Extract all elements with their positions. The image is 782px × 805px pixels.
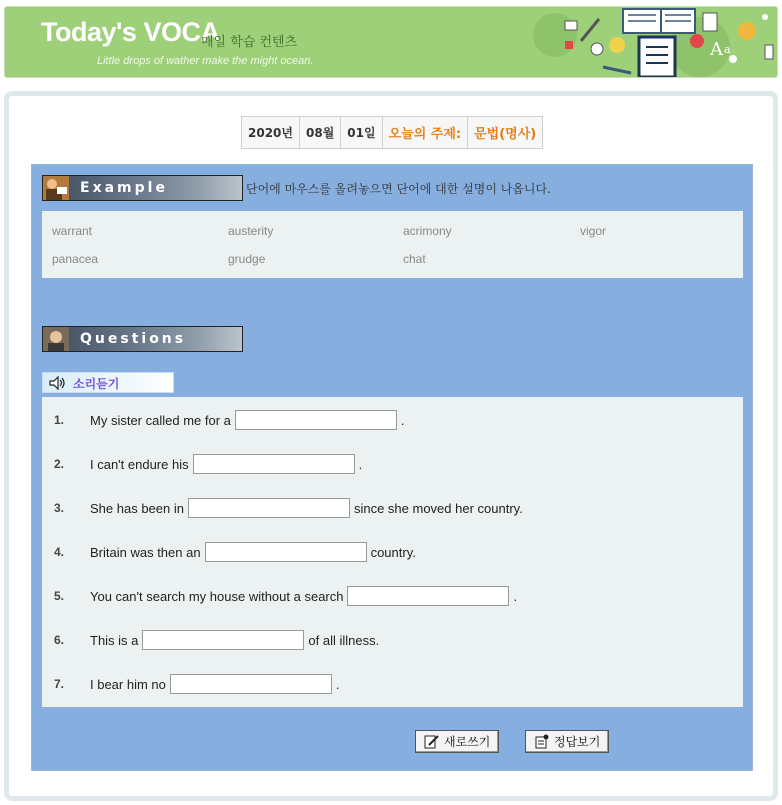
question-text: You can't search my house without a search (90, 588, 344, 604)
topic-label: 오늘의 주제: (383, 117, 469, 148)
answer-input[interactable] (188, 498, 350, 518)
question-text-after: . (400, 412, 405, 428)
question-number: 3. (54, 501, 65, 515)
banner-slogan: Little drops of wather make the might ocean. (97, 55, 314, 67)
answer-input[interactable] (205, 542, 367, 562)
word-item[interactable]: vigor (580, 224, 607, 238)
listen-button[interactable] (42, 372, 174, 393)
listen-label: 소리듣기 (73, 377, 120, 391)
answer-sheet-icon (534, 734, 549, 749)
answer-input[interactable] (142, 630, 304, 650)
speaker-icon (49, 376, 67, 390)
question-number: 5. (54, 589, 65, 603)
example-header (42, 175, 243, 201)
student-photo-icon (43, 327, 69, 351)
topic-value: 문법(명사) (474, 127, 537, 142)
question-text: My sister called me for a (90, 412, 231, 428)
question-text-after: since she moved her country. (353, 500, 523, 516)
date-day: 01일 (341, 117, 382, 148)
word-item[interactable]: warrant (52, 224, 93, 238)
question-number: 7. (54, 677, 65, 691)
date-month: 08월 (300, 117, 341, 148)
word-item[interactable]: grudge (228, 252, 266, 266)
date-year: 2020년 (242, 117, 300, 148)
question-text-after: . (358, 456, 363, 472)
question-text: I bear him no (90, 676, 166, 692)
show-answer-label: 정답보기 (554, 735, 601, 749)
question-text-after: country. (370, 544, 416, 560)
answer-input[interactable] (235, 410, 397, 430)
question-number: 4. (54, 545, 65, 559)
word-item[interactable]: chat (403, 252, 426, 266)
answer-input[interactable] (170, 674, 332, 694)
question-number: 1. (54, 413, 65, 427)
study-illustration-icon (525, 7, 778, 78)
question-text: I can't endure his (90, 456, 189, 472)
svg-text:A: A (710, 39, 723, 60)
banner-title: Today's VOCA (41, 17, 220, 47)
word-item[interactable]: acrimony (403, 224, 452, 238)
main-panel (4, 91, 778, 801)
reading-person-icon (43, 176, 69, 200)
rewrite-label: 새로쓰기 (444, 735, 491, 749)
question-text-after: . (335, 676, 340, 692)
question-text-after: . (513, 588, 518, 604)
answer-input[interactable] (347, 586, 509, 606)
example-header-label: Example (80, 180, 168, 196)
questions-header-label: Questions (80, 331, 187, 347)
banner-subtitle: 매일 학습 컨텐츠 (201, 35, 298, 50)
question-number: 2. (54, 457, 65, 471)
question-text: This is a (90, 632, 139, 648)
show-answer-button[interactable] (525, 730, 609, 753)
answer-input[interactable] (193, 454, 355, 474)
question-text: She has been in (90, 500, 184, 516)
question-text-after: of all illness. (308, 632, 380, 648)
content-area (31, 164, 753, 771)
word-list (42, 211, 743, 278)
example-hint: 단어에 마우스를 올려놓으면 단어에 대한 설명이 나옵니다. (246, 182, 551, 196)
rewrite-button[interactable] (415, 730, 499, 753)
questions-header (42, 326, 243, 352)
question-list (42, 397, 743, 707)
question-number: 6. (54, 633, 65, 647)
question-text: Britain was then an (90, 544, 201, 560)
pencil-note-icon (424, 734, 439, 749)
date-bar (241, 116, 543, 149)
word-item[interactable]: panacea (52, 252, 99, 266)
word-item[interactable]: austerity (228, 224, 274, 238)
svg-text:a: a (724, 43, 731, 56)
header-banner (4, 6, 778, 78)
